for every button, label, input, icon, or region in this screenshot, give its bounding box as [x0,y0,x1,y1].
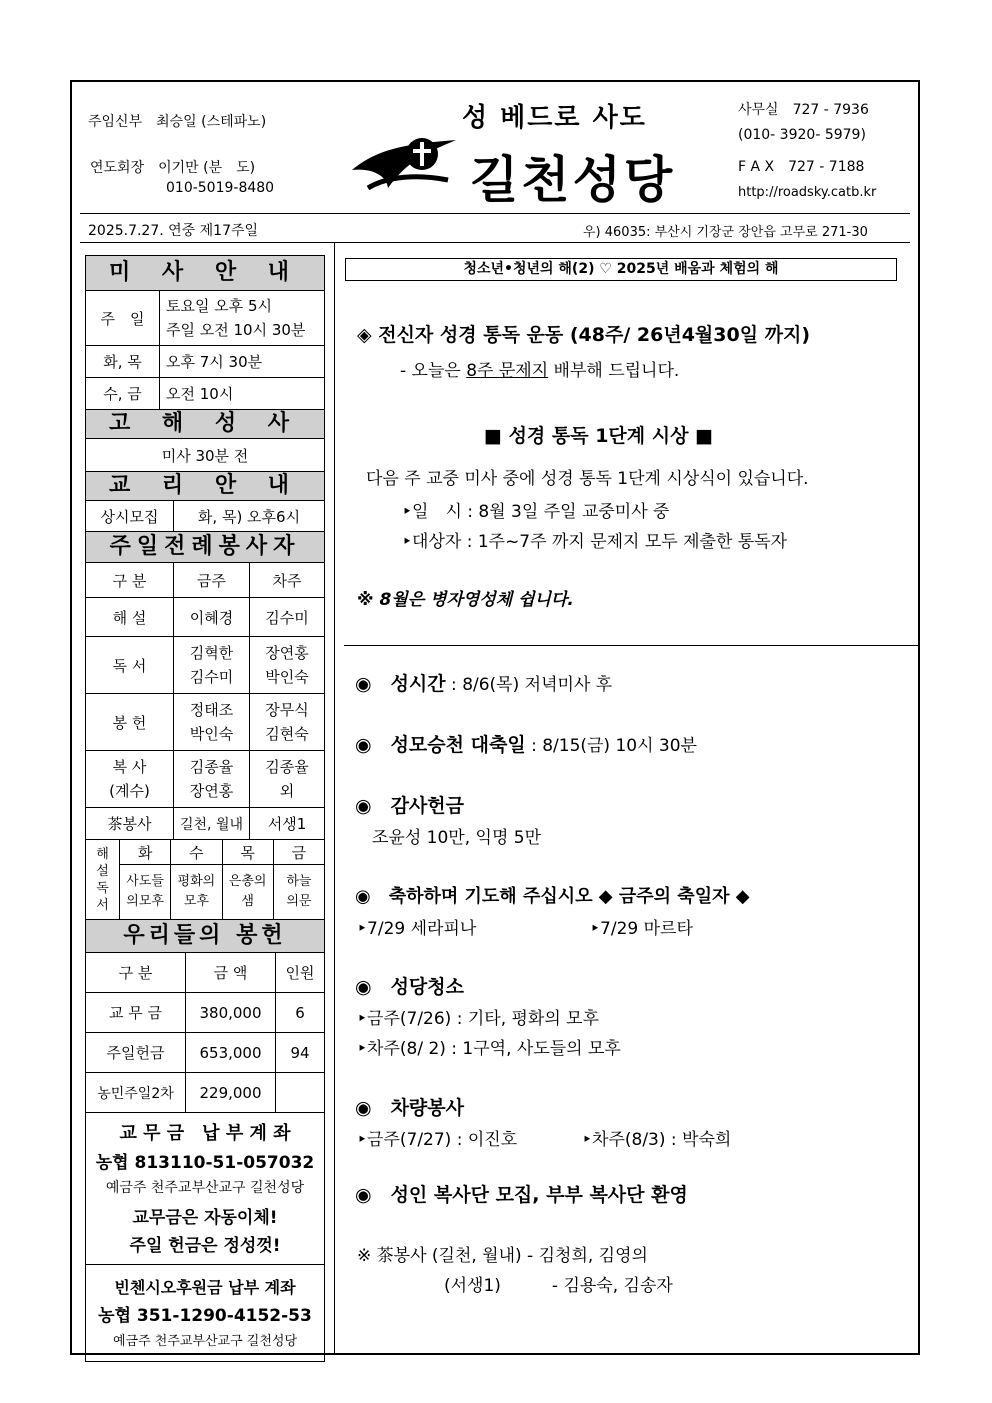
holy-hour: ◉ 성시간 : 8/6(목) 저녁미사 후 [355,673,613,695]
minister-next: 김종율 [265,758,309,776]
weekday-group: 사도들 [126,874,164,889]
feast-day-item: ‣7/29 세라피나 [357,919,477,939]
ministers-header-this: 금주 [174,563,250,597]
tea-service-note-1: ※ 茶봉사 (길천, 월내) - 김청희, 김영의 [357,1246,648,1266]
offering-header-category: 구 분 [86,953,186,992]
vehicle-service-this: ‣금주(7/27) : 이진호 [357,1130,518,1150]
tithe-account-title: 교 무 금 납 부 계 좌 [119,1123,291,1144]
sunday-time-1: 토요일 오후 5시 [166,297,273,315]
offering-category: 농민주일2차 [86,1073,186,1112]
church-logo-icon [348,130,460,194]
date-divider [80,242,910,243]
commentary-label: 해 [96,846,109,862]
offering-category: 주일헌금 [86,1033,186,1072]
offering-amount: 229,000 [186,1073,276,1112]
bible-reading-title: ◈ 전신자 성경 통독 운동 (48주/ 26년4월30일 까지) [357,324,811,346]
weekday-group: 의문 [286,894,312,909]
bible-reading-note: - 오늘은 8주 문제지 배부해 드립니다. [400,361,680,381]
altar-server-recruit: ◉ 성인 복사단 모집, 부부 복사단 환영 [355,1184,688,1206]
commentary-label: 설 [96,863,109,879]
pastor: 주임신부 최승일 (스테파노) [88,114,267,130]
bible-reading-highlight: 8주 문제지 [466,361,549,381]
minister-this: 박인숙 [189,725,234,743]
catechism-label: 상시모집 [86,501,174,531]
sunday-time-2: 주일 오전 10시 30분 [166,321,306,339]
offering-note: 주일 헌금은 정성껏! [129,1236,281,1256]
vehicle-service-title: ◉ 차량봉사 [355,1097,464,1119]
saint-title: 성 베드로 사도 [462,103,647,133]
minister-this: 김혁한 [189,644,234,662]
minister-this: 장연홍 [189,782,234,800]
offering-category: 교 무 금 [86,993,186,1032]
chair-phone: 010-5019-8480 [166,180,275,196]
weekday-group: 평화의 [177,874,216,889]
website-link[interactable]: http://roadsky.catb.kr [738,185,877,200]
feast-day-item: ‣7/29 마르타 [590,919,693,939]
minister-this: 김종율 [189,758,234,776]
award-when: ‣일 시 : 8월 3일 주일 교중미사 중 [402,502,670,522]
wed-fri-label: 수, 금 [86,378,160,409]
weekday-group: 은총의 [228,874,267,889]
theme-banner: 청소년•청년의 해(2) ♡ 2025년 배움과 체험의 해 [345,258,897,281]
weekday-label: 수 [171,840,222,864]
offering-header-amount: 금 액 [186,953,276,992]
tea-service-note-2: (서생1) - 김용숙, 김송자 [444,1276,673,1296]
weekday-group: 의모후 [126,894,164,909]
offering-count [276,1073,324,1112]
sidebar-table [85,255,325,1362]
minister-next: 김수미 [265,608,309,627]
cleaning-title: ◉ 성당청소 [355,976,464,998]
minister-this: 김수미 [189,668,234,686]
minister-row-label: 봉 헌 [86,694,174,750]
column-divider [334,243,335,1355]
chair: 연도회장 이기만 (분 도) [90,160,256,176]
minister-next: 박인숙 [265,668,309,686]
ministers-title: 주일전례봉사자 [86,532,324,563]
office-mobile: (010- 3920- 5979) [738,127,866,143]
minister-this: 정태조 [189,701,234,719]
award-who: ‣대상자 : 1주~7주 까지 문제지 모두 제출한 통독자 [402,532,788,552]
tea-service-this: 길천, 월내 [174,808,250,839]
sunday-label: 주 일 [86,291,160,345]
header-divider [80,213,910,214]
offering-title: 우리들의 봉헌 [86,920,324,953]
offering-header-count: 인원 [285,964,315,982]
confession-text: 미사 30분 전 [161,446,249,465]
tue-thu-time: 오후 7시 30분 [166,353,263,371]
award-description: 다음 주 교중 미사 중에 성경 통독 1단계 시상식이 있습니다. [366,469,809,489]
church-name: 길천성당 [470,151,676,209]
weekday-group: 모후 [183,894,209,909]
minister-next: 김현숙 [265,725,309,743]
cleaning-this-week: ‣금주(7/26) : 기타, 평화의 모후 [357,1009,600,1029]
minister-this: 이혜경 [174,598,250,636]
office-phone: 사무실 727 - 7936 [738,102,869,118]
weekday-label: 목 [223,840,274,864]
auto-transfer-note: 교무금은 자동이체! [132,1208,278,1228]
vehicle-service-next: ‣차주(8/3) : 박숙희 [582,1130,732,1150]
weekday-label: 화 [120,840,171,864]
ministers-header-next: 차주 [272,571,302,590]
vincent-account-number: 농협 351-1290-4152-53 [98,1306,312,1326]
section-divider [344,645,920,646]
thanks-offering-title: ◉ 감사헌금 [355,795,464,817]
issue-date: 2025.7.27. 연중 제17주일 [88,223,259,239]
minister-next: 외 [279,782,295,800]
fax: F A X 727 - 7188 [738,159,865,175]
commentary-label: 독 [96,880,109,896]
ministers-header-category: 구 분 [86,563,174,597]
minister-row-label: (계수) [109,782,150,800]
catechism-time: 화, 목) 오후6시 [197,507,301,526]
offering-count: 94 [290,1043,310,1062]
feast-day-title: ◉ 축하하며 기도해 주십시오 ◆ 금주의 축일자 ◆ [355,886,750,907]
minister-row-label: 독 서 [86,637,174,693]
wed-fri-time: 오전 10시 [166,385,234,403]
tea-service-label: 茶봉사 [86,808,174,839]
offering-amount: 653,000 [186,1033,276,1072]
minister-next: 장연홍 [265,644,309,662]
weekday-group: 샘 [241,894,254,909]
minister-next: 장무식 [265,701,309,719]
cleaning-next-week: ‣차주(8/ 2) : 1구역, 사도들의 모후 [357,1039,621,1059]
vincent-account-title: 빈첸시오후원금 납부 계좌 [114,1278,296,1297]
catechism-title: 교 리 안 내 [86,472,324,501]
minister-row-label: 해 설 [86,598,174,636]
vincent-account-holder: 예금주 천주교부산교구 길천성당 [112,1334,298,1349]
address: 우) 46035: 부산시 기장군 장안읍 고무로 271-30 [583,225,868,240]
tue-thu-label: 화, 목 [86,346,160,377]
commentary-label: 서 [96,897,109,913]
confession-title: 고 해 성 사 [86,410,324,439]
minister-row-label: 복 사 [112,758,147,776]
thanks-offering-text: 조윤성 10만, 익명 5만 [372,828,542,848]
tithe-account-holder: 예금주 천주교부산교구 길천성당 [105,1180,305,1196]
weekday-group: 하늘 [286,874,312,889]
weekday-label: 금 [291,843,307,862]
tea-service-next: 서생1 [267,815,307,833]
offering-count: 6 [295,1003,305,1022]
offering-amount: 380,000 [186,993,276,1032]
mass-title: 미 사 안 내 [86,256,324,291]
award-title: ■ 성경 통독 1단계 시상 ■ [484,425,714,447]
assumption-feast: ◉ 성모승천 대축일 : 8/15(금) 10시 30분 [355,734,697,756]
tithe-account-number: 농협 813110-51-057032 [95,1153,315,1173]
august-note: ※ 8월은 병자영성체 쉽니다. [357,590,574,610]
